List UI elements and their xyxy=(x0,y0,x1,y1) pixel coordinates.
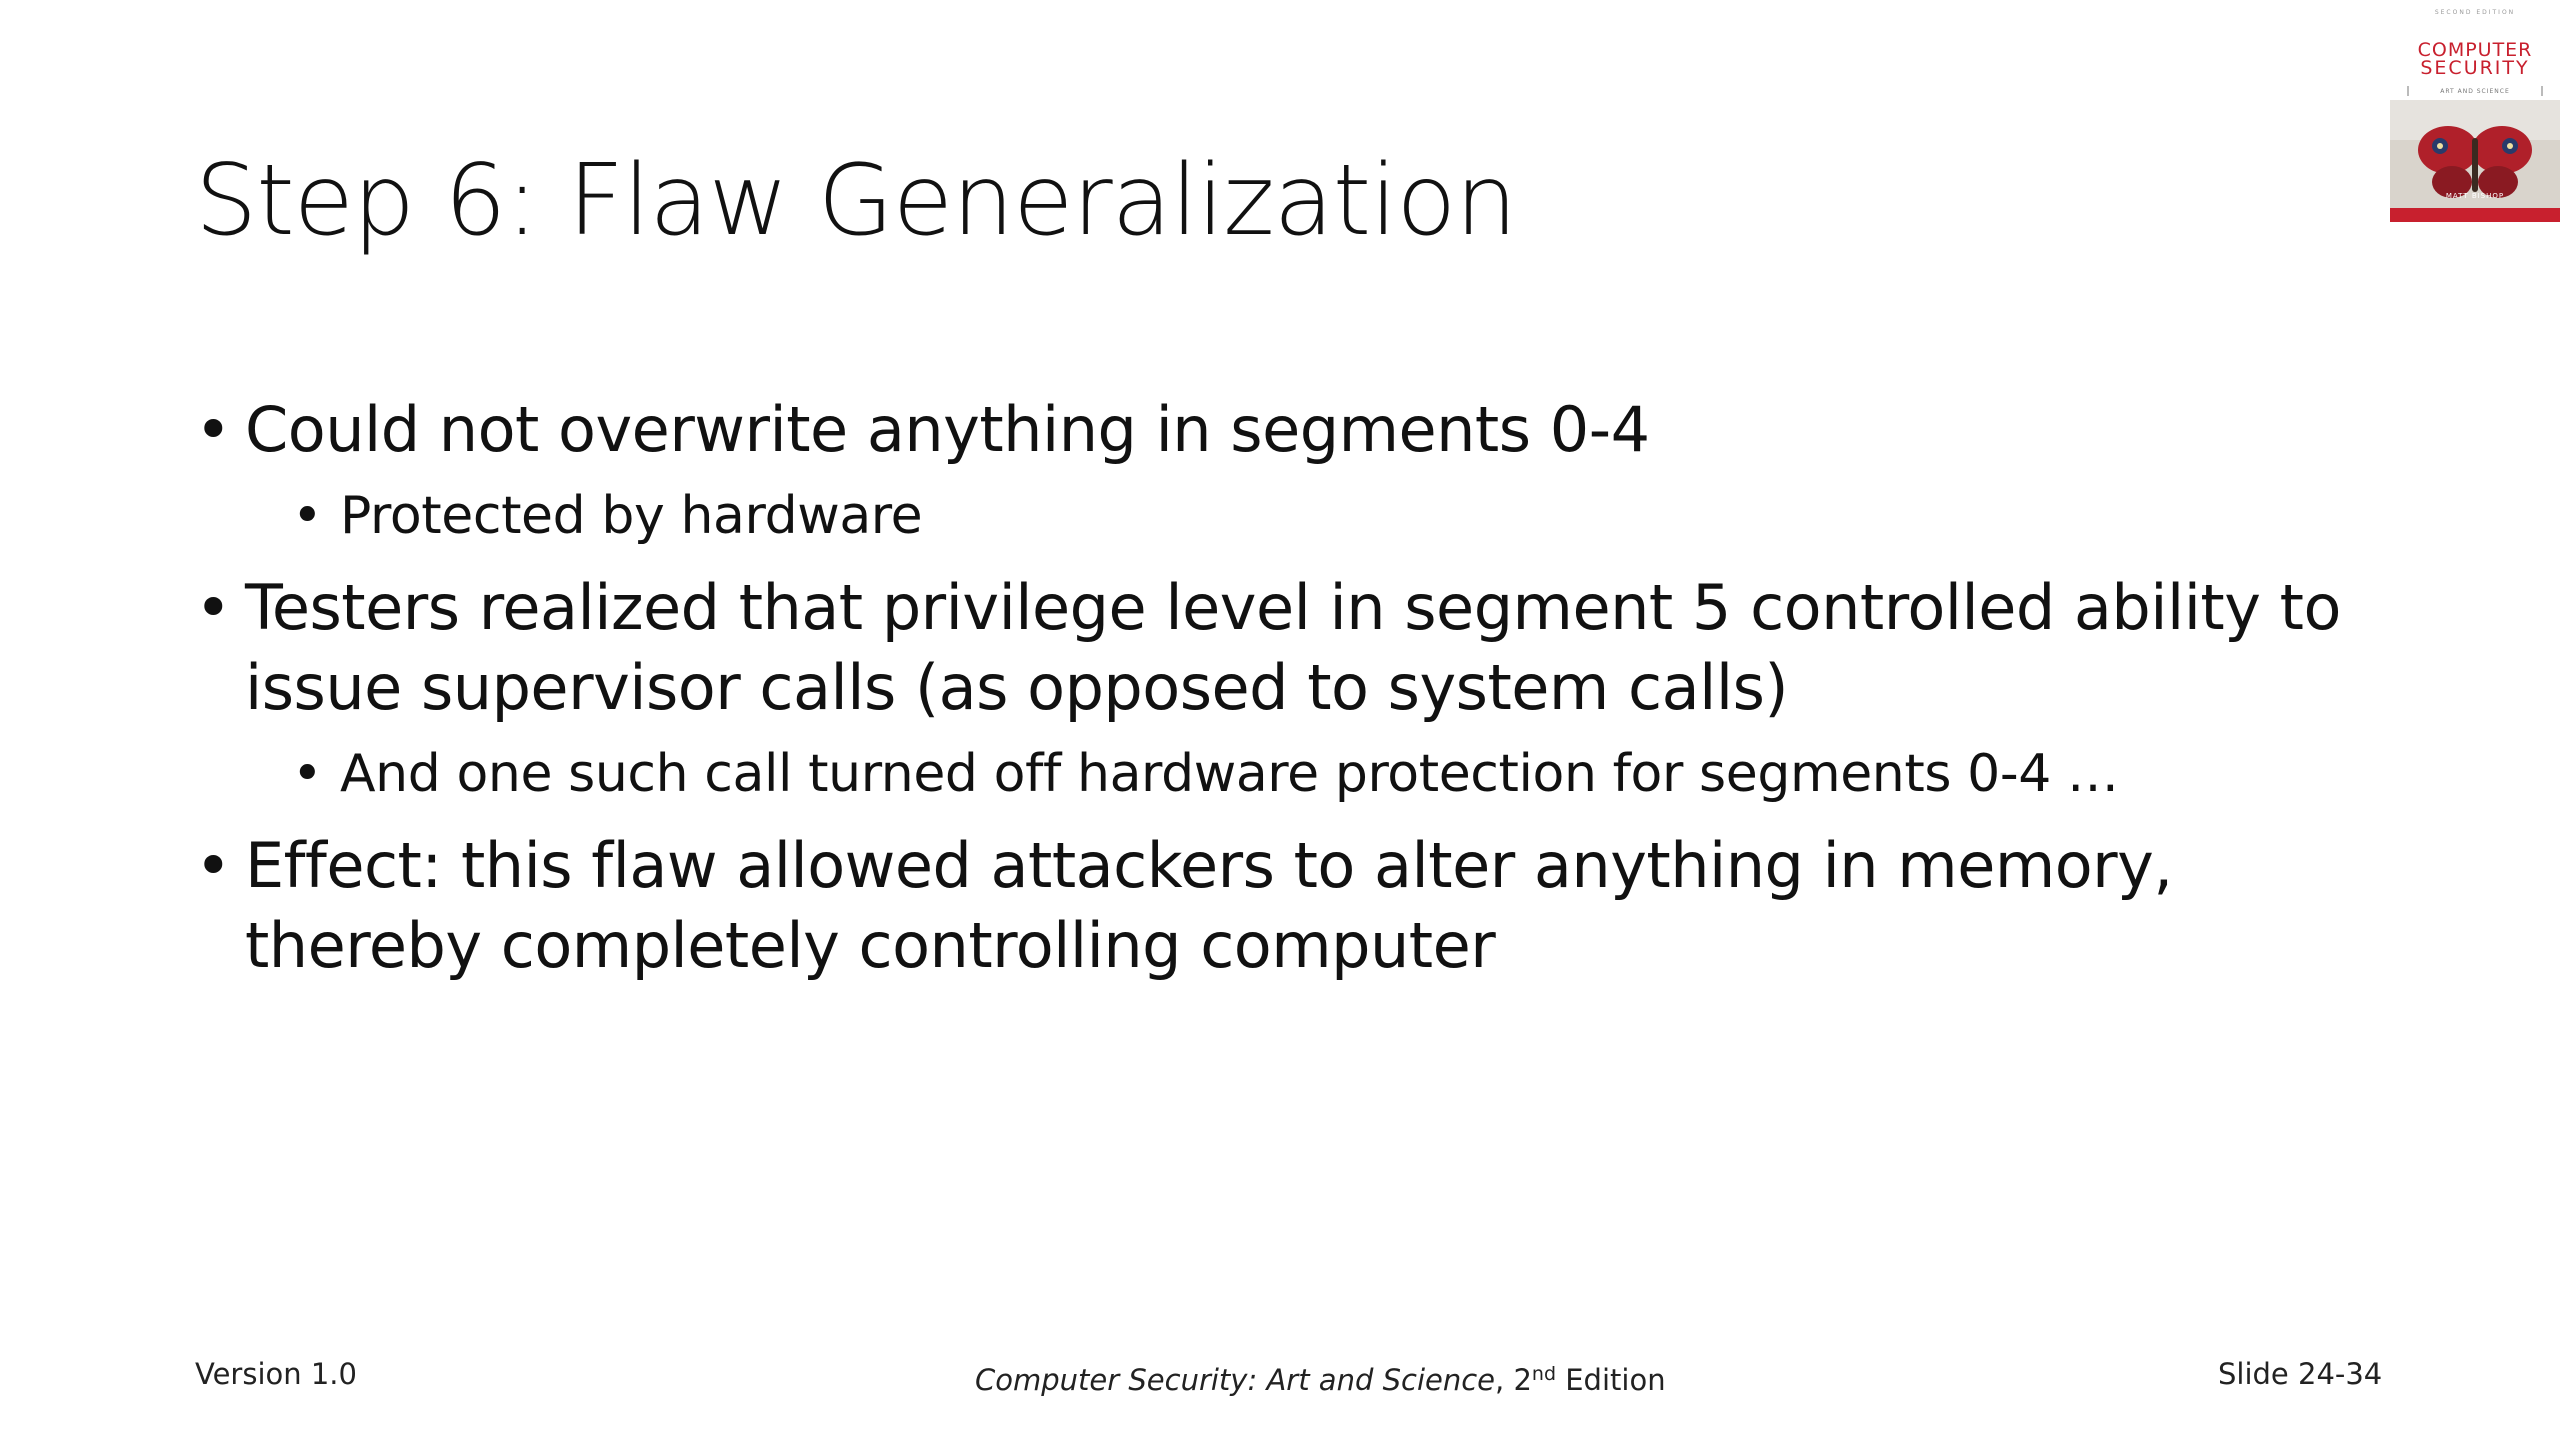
bullet-2: • Testers realized that privilege level in segment 5 controlled ability to issue supervisor calls (as opposed to system calls) xyxy=(195,568,2395,728)
book-subtitle: ART AND SCIENCE xyxy=(2440,88,2510,95)
bullet-dot: • xyxy=(292,744,323,804)
slide-title: Step 6: Flaw Generalization xyxy=(195,144,1517,258)
book-top-text: SECOND EDITION xyxy=(2434,9,2516,16)
footer-version: Version 1.0 xyxy=(195,1357,357,1391)
sub-bullet-text: And one such call turned off hardware protection for segments 0-4 … xyxy=(340,744,2119,804)
footer-book-title: Computer Security: Art and Science xyxy=(975,1363,1496,1397)
book-author: MATT BISHOP xyxy=(2445,192,2505,200)
book-title-line1: COMPUTER xyxy=(2417,39,2533,61)
footer-edition-sep: , 2 xyxy=(1495,1363,1532,1397)
footer-slide-number: Slide 24-34 xyxy=(2218,1357,2383,1391)
bullet-3: • Effect: this flaw allowed attackers to alter anything in memory, thereby completely controlling computer xyxy=(195,826,2395,986)
footer-edition-word: Edition xyxy=(1556,1363,1666,1397)
slide-content xyxy=(195,390,2395,986)
bullet-dot: • xyxy=(292,486,323,546)
sub-bullet-text: Protected by hardware xyxy=(340,486,923,546)
sub-bullet-1-1 xyxy=(292,478,2395,554)
footer-book-reference xyxy=(975,1356,1666,1398)
sub-bullet-2-1 xyxy=(292,736,2395,812)
book-cover-image xyxy=(2390,0,2560,222)
footer-edition-sup: nd xyxy=(1531,1363,1557,1385)
bullet-1: • Could not overwrite anything in segments 0-4 xyxy=(195,390,2395,470)
book-title-line2: SECURITY xyxy=(2420,57,2530,79)
